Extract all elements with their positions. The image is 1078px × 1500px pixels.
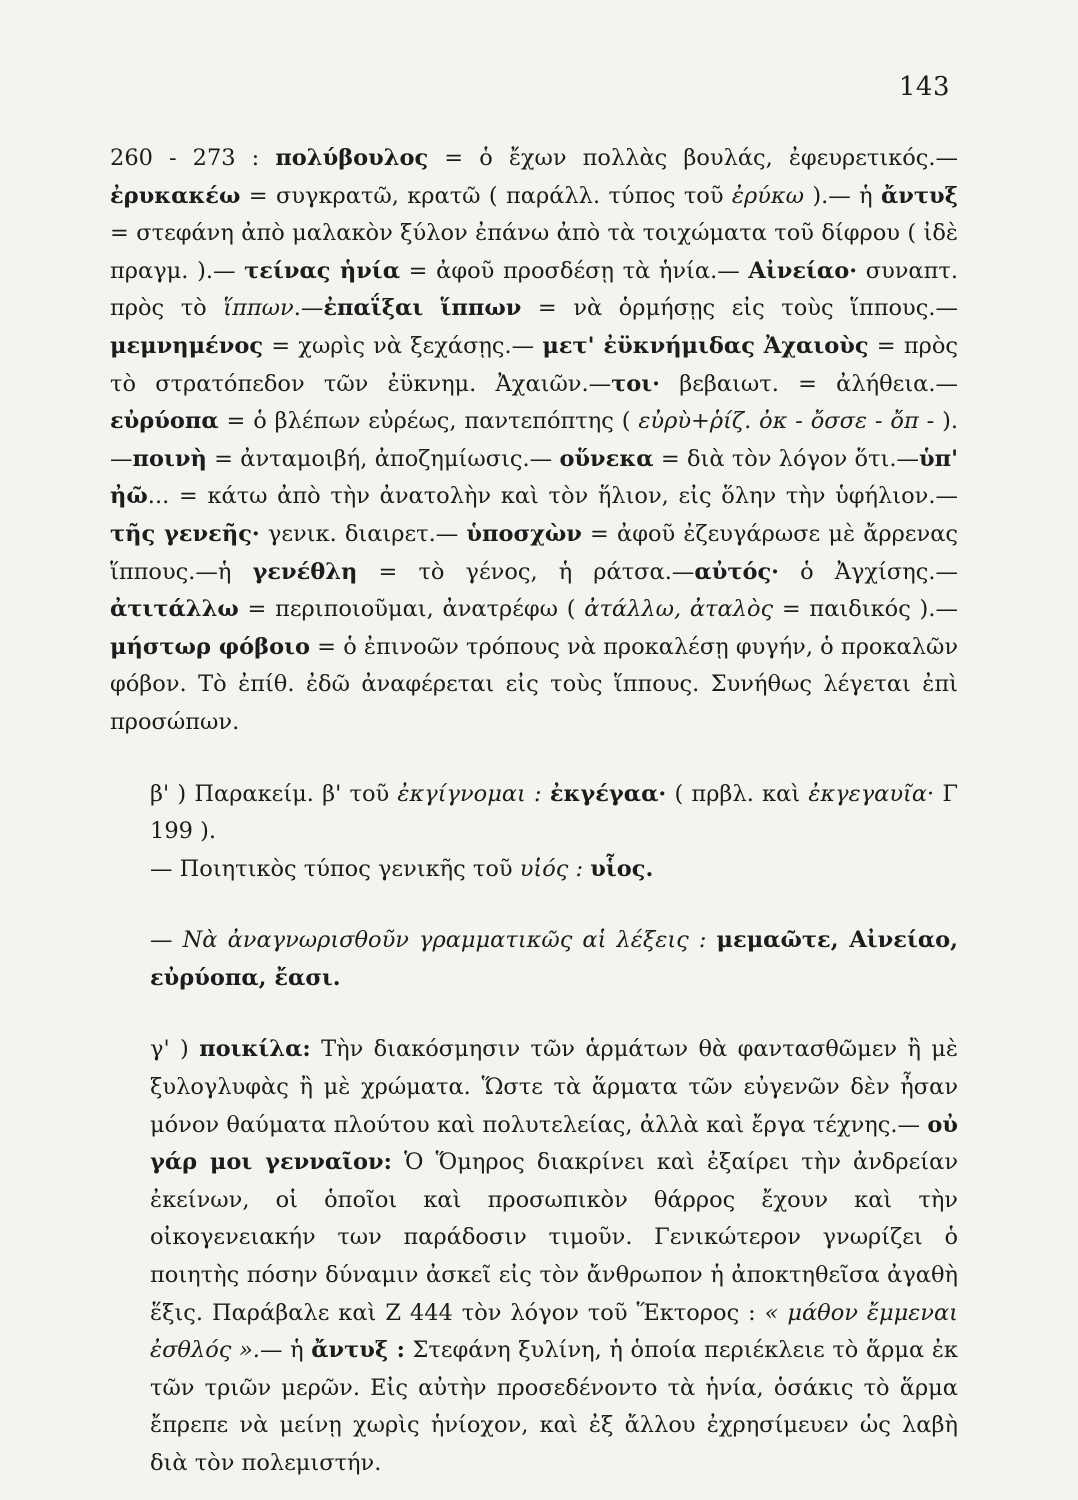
text-run: = χωρὶς νὰ ξεχάσῃς.—	[263, 332, 543, 359]
text-run	[706, 927, 716, 953]
spacer	[110, 742, 958, 776]
text-run: ( πρβλ. καὶ	[666, 780, 809, 807]
spacer	[110, 997, 958, 1031]
text-run: = συγκρατῶ, κρατῶ ( παράλλ. τύπος τοῦ	[240, 182, 732, 209]
headword: Αἰνείαο·	[748, 257, 858, 284]
italic-term: ἀτάλλω, ἀταλὸς	[584, 596, 774, 623]
headword: οὐ γάρ μοι γενναῖον:	[150, 1111, 958, 1176]
paragraph-exercise	[110, 922, 958, 997]
headword: υἷος.	[590, 855, 654, 882]
headword: ὑπ' ἠῶ	[110, 445, 958, 510]
spacer	[110, 888, 958, 922]
text-run: Στεφάνη ξυλίνη, ἡ ὁποία περιέκλειε τὸ ἅρμα ἐκ τῶν τριῶν μερῶν. Εἰς αὐτὴν προσεδένοντο τὰ ἡνία, ὁσάκις τὸ ἅρμα ἔπρεπε νὰ μείνῃ χωρὶς ἡνίοχον, καὶ ἐξ ἄλλου ἐχρησίμευεν ὡς λαβὴ διὰ τὸν πολεμιστήν.	[150, 1337, 958, 1476]
headword: πολύβουλος	[275, 145, 429, 171]
text-run: συναπτ. πρὸς τὸ	[110, 257, 959, 322]
italic-term: ἐρύκω	[731, 182, 804, 209]
headword: ἄντυξ	[880, 182, 958, 209]
headword: ἐρυκακέω	[110, 182, 241, 209]
headword: εὐρύοπα	[110, 408, 219, 435]
text-run: .—	[293, 295, 324, 322]
paragraph-glossary-260-273	[110, 140, 958, 742]
headword: μετ' ἐϋκνήμιδας Ἀχαιοὺς	[542, 332, 869, 359]
headword: ποικίλα:	[199, 1036, 311, 1063]
text-run: = ἀφοῦ προσδέσῃ τὰ ἡνία.—	[400, 257, 749, 284]
italic-term: υἱός :	[519, 855, 584, 882]
italic-term: ἐκγεγαυῖα·	[808, 780, 935, 807]
text-run: βεβαιωτ. = ἀλήθεια.—	[660, 370, 958, 397]
headword: ἐκγέγαα·	[549, 780, 667, 807]
text-run: ).— ἡ	[804, 182, 881, 209]
text-run: = ὁ βλέπων εὐρέως, παντεπόπτης (	[218, 408, 639, 435]
text-run: — Ποιητικὸς τύπος γενικῆς τοῦ	[150, 855, 520, 882]
text-run	[542, 781, 550, 807]
text-run: 260 - 273 :	[110, 145, 276, 171]
headword: μεμνημένος	[110, 332, 264, 359]
text-run: = ἀφοῦ ἐζευγάρωσε μὲ ἄρρενας ἵππους.—ἡ	[110, 520, 958, 585]
paragraph-note-c	[110, 1031, 958, 1482]
text-run: = νὰ ὁρμήσῃς εἰς τοὺς ἵππους.—	[521, 295, 958, 322]
headword: τοι·	[611, 370, 661, 397]
text-run: ὁ Ἀγχίσης.—	[779, 558, 958, 585]
headword: αὐτός·	[694, 558, 779, 585]
text-run: Ὁ Ὅμηρος διακρίνει καὶ ἐξαίρει τὴν ἀνδρείαν ἐκείνων, οἱ ὁποῖοι καὶ προσωπικὸν θάρρος ἔχουν καὶ τὴν οἰκογενειακήν των παράδοσιν τιμοῦν. Γενικώτερον γνωρίζει ὁ ποιητὴς πόσην δύναμιν ἀσκεῖ εἰς τὸν ἄνθρωπον ἡ ἀποκτηθεῖσα ἀγαθὴ ἕξις. Παράβαλε καὶ Ζ 444 τὸν λόγον τοῦ Ἕκτορος :	[150, 1149, 958, 1326]
headword: οὕνεκα	[559, 445, 654, 472]
headword: τείνας ἡνία	[244, 257, 401, 284]
page-number: 143	[898, 72, 950, 102]
italic-term: εὐρὺ+ῥίζ. ὀκ - ὄσσε - ὄπ -	[638, 408, 935, 435]
headword: ὑποσχὼν	[466, 520, 582, 547]
headword: ἐπαΐξαι ἵππων	[323, 295, 522, 322]
text-run: = ὁ ἔχων πολλὰς βουλάς, ἐφευρετικός.—	[428, 145, 959, 171]
text-run: ).—	[110, 408, 958, 472]
headword: μεμαῶτε, Αἰνείαο, εὐρύοπα, ἔασι.	[150, 927, 959, 991]
headword: γενέθλη	[252, 558, 358, 585]
text-run: = τὸ γένος, ἡ ράτσα.—	[357, 558, 695, 585]
text-run: = στεφάνη ἀπὸ μαλακὸν ξύλον ἐπάνω ἀπὸ τὰ τοιχώματα τοῦ δίφρου ( ἰδὲ πραγμ. ).—	[110, 220, 958, 284]
text-run: γενικ. διαιρετ.—	[259, 520, 467, 547]
text-run: Τὴν διακόσμησιν τῶν ἁρμάτων θὰ φαντασθῶμεν ἢ μὲ ξυλογλυφὰς ἢ μὲ χρώματα. Ὥστε τὰ ἅρματα τῶν εὐγενῶν δὲν ἦσαν μόνον θαύματα πλούτου καὶ πολυτελείας, ἀλλὰ καὶ ἔργα τέχνης.—	[150, 1036, 959, 1138]
text-run: β' ) Παρακείμ. β' τοῦ	[150, 780, 398, 807]
text-run: = περιποιοῦμαι, ἀνατρέφω (	[238, 596, 585, 623]
text-run: Γ 199 ).	[150, 780, 959, 845]
italic-term: ἵππων	[223, 295, 294, 322]
text-run: — ἡ	[259, 1337, 312, 1364]
headword: τῆς γενεῆς·	[110, 520, 260, 547]
text-run: = παιδικός ).—	[773, 596, 958, 623]
italic-term: « μάθον ἔμμεναι ἐσθλός ».	[150, 1299, 958, 1364]
text-run: = ὁ ἐπινοῶν τρόπους νὰ προκαλέσῃ φυγήν, ὁ προκαλῶν φόβον. Τὸ ἐπίθ. ἐδῶ ἀναφέρεται εἰς τοὺς ἵππους. Συνήθως λέγεται ἐπὶ προσώπων.	[110, 633, 959, 735]
text-run: = ἀνταμοιβή, ἀποζημίωσις.—	[206, 445, 560, 472]
text-run: γ' )	[150, 1036, 200, 1063]
headword: ἀτιτάλλω	[110, 596, 239, 623]
headword: ποινὴ	[132, 445, 207, 472]
commentary-text	[110, 140, 958, 1483]
italic-term: ἐκγίγνομαι :	[397, 780, 542, 807]
headword: μήστωρ φόβοιο	[110, 633, 311, 660]
paragraph-note-b	[110, 776, 958, 851]
text-run: ... = κάτω ἀπὸ τὴν ἀνατολὴν καὶ τὸν ἥλιον, εἰς ὅλην τὴν ὑφήλιον.—	[147, 483, 958, 510]
headword: ἄντυξ :	[311, 1337, 405, 1364]
text-run: = πρὸς τὸ στρατόπεδον τῶν ἐϋκνημ. Ἀχαιῶν.—	[110, 332, 958, 397]
paragraph-note-huios	[110, 851, 958, 889]
text-run: = διὰ τὸν λόγον ὅτι.—	[653, 445, 920, 472]
italic-term: — Νὰ ἀναγνωρισθοῦν γραμματικῶς αἱ λέξεις :	[150, 927, 707, 954]
